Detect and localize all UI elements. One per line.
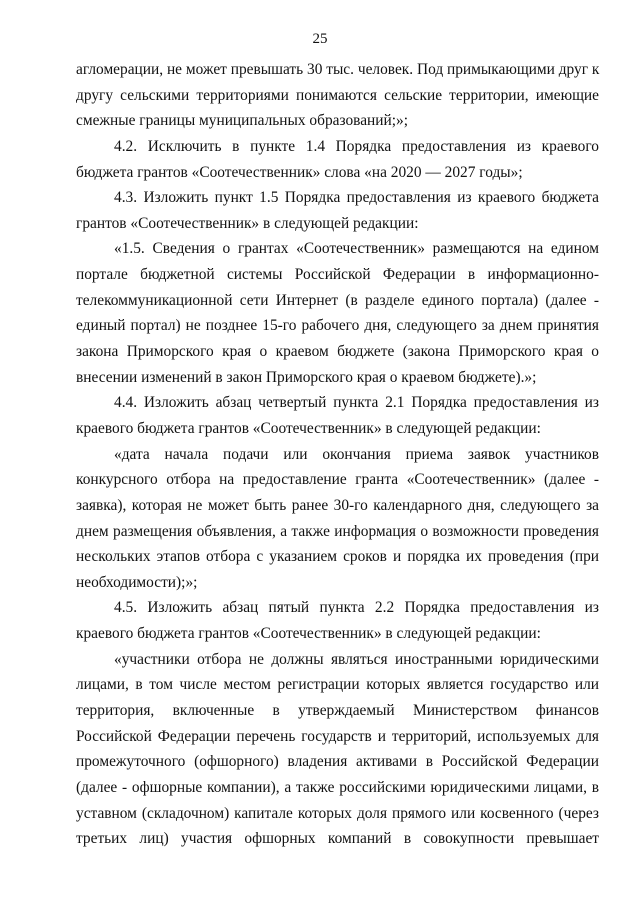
text-line: смежные границы муниципальных образований;»; [76, 112, 409, 130]
text-line: другу сельскими территориями понимаются сельские территории, имеющие [76, 86, 599, 104]
text-line: «1.5. Сведения о грантах «Соотечественник» размещаются на едином [114, 240, 599, 258]
text-line: «дата начала подачи или окончания приема заявок участников [114, 445, 599, 463]
text-line: 4.3. Изложить пункт 1.5 Порядка предоставления из краевого бюджета [114, 189, 599, 207]
text-line: телекоммуникационной сети Интернет (в разделе единого портала) (далее - [76, 291, 599, 309]
text-line: третьих лиц) участия офшорных компаний в совокупности превышает [76, 830, 599, 848]
page-number: 25 [312, 31, 328, 47]
text-line: краевого бюджета грантов «Соотечественник» в следующей редакции: [76, 625, 541, 643]
text-line: внесении изменений в закон Приморского края о краевом бюджете).»; [76, 368, 537, 386]
text-line: лицами, в том числе местом регистрации которых является государство или [76, 676, 599, 694]
text-line: 4.5. Изложить абзац пятый пункта 2.2 Порядка предоставления из [114, 599, 599, 617]
text-line: «участники отбора не должны являться иностранными юридическими [114, 650, 599, 668]
text-line: территория, включенные в утверждаемый Министерством финансов [76, 702, 599, 720]
text-line: агломерации, не может превышать 30 тыс. человек. Под примыкающими друг к [76, 61, 600, 78]
text-line: днем размещения объявления, а также информация о возможности проведения [76, 522, 599, 540]
text-line: бюджета грантов «Соотечественник» слова «на 2020 — 2027 годы»; [76, 163, 523, 181]
text-line: промежуточного (офшорного) владения активами в Российской Федерации [76, 753, 599, 771]
text-line: конкурсного отбора на предоставление гранта «Соотечественник» (далее - [76, 471, 599, 489]
text-line: 4.2. Исключить в пункте 1.4 Порядка предоставления из краевого [114, 137, 599, 155]
text-line: уставном (складочном) капитале которых доля прямого или косвенного (через [76, 804, 599, 822]
text-line: необходимости);»; [76, 573, 198, 591]
text-line: (далее - офшорные компании), а также российскими юридическими лицами, в [76, 778, 599, 796]
document-body [76, 57, 599, 852]
text-line: портале бюджетной системы Российской Федерации в информационно- [76, 266, 599, 284]
text-line: единый портал) не позднее 15-го рабочего дня, следующего за днем принятия [76, 317, 599, 335]
text-line: закона Приморского края о краевом бюджете (закона Приморского края о [76, 343, 599, 361]
text-line: грантов «Соотечественник» в следующей редакции: [76, 214, 419, 232]
text-line: 4.4. Изложить абзац четвертый пункта 2.1 Порядка предоставления из [114, 394, 599, 412]
text-line: заявка), которая не может быть ранее 30-го календарного дня, следующего за [76, 496, 599, 514]
text-line: нескольких этапов отбора с указанием сроков и порядка их проведения (при [76, 548, 599, 566]
text-line: краевого бюджета грантов «Соотечественник» в следующей редакции: [76, 419, 541, 437]
text-line: Российской Федерации перечень государств и территорий, используемых для [76, 727, 599, 745]
